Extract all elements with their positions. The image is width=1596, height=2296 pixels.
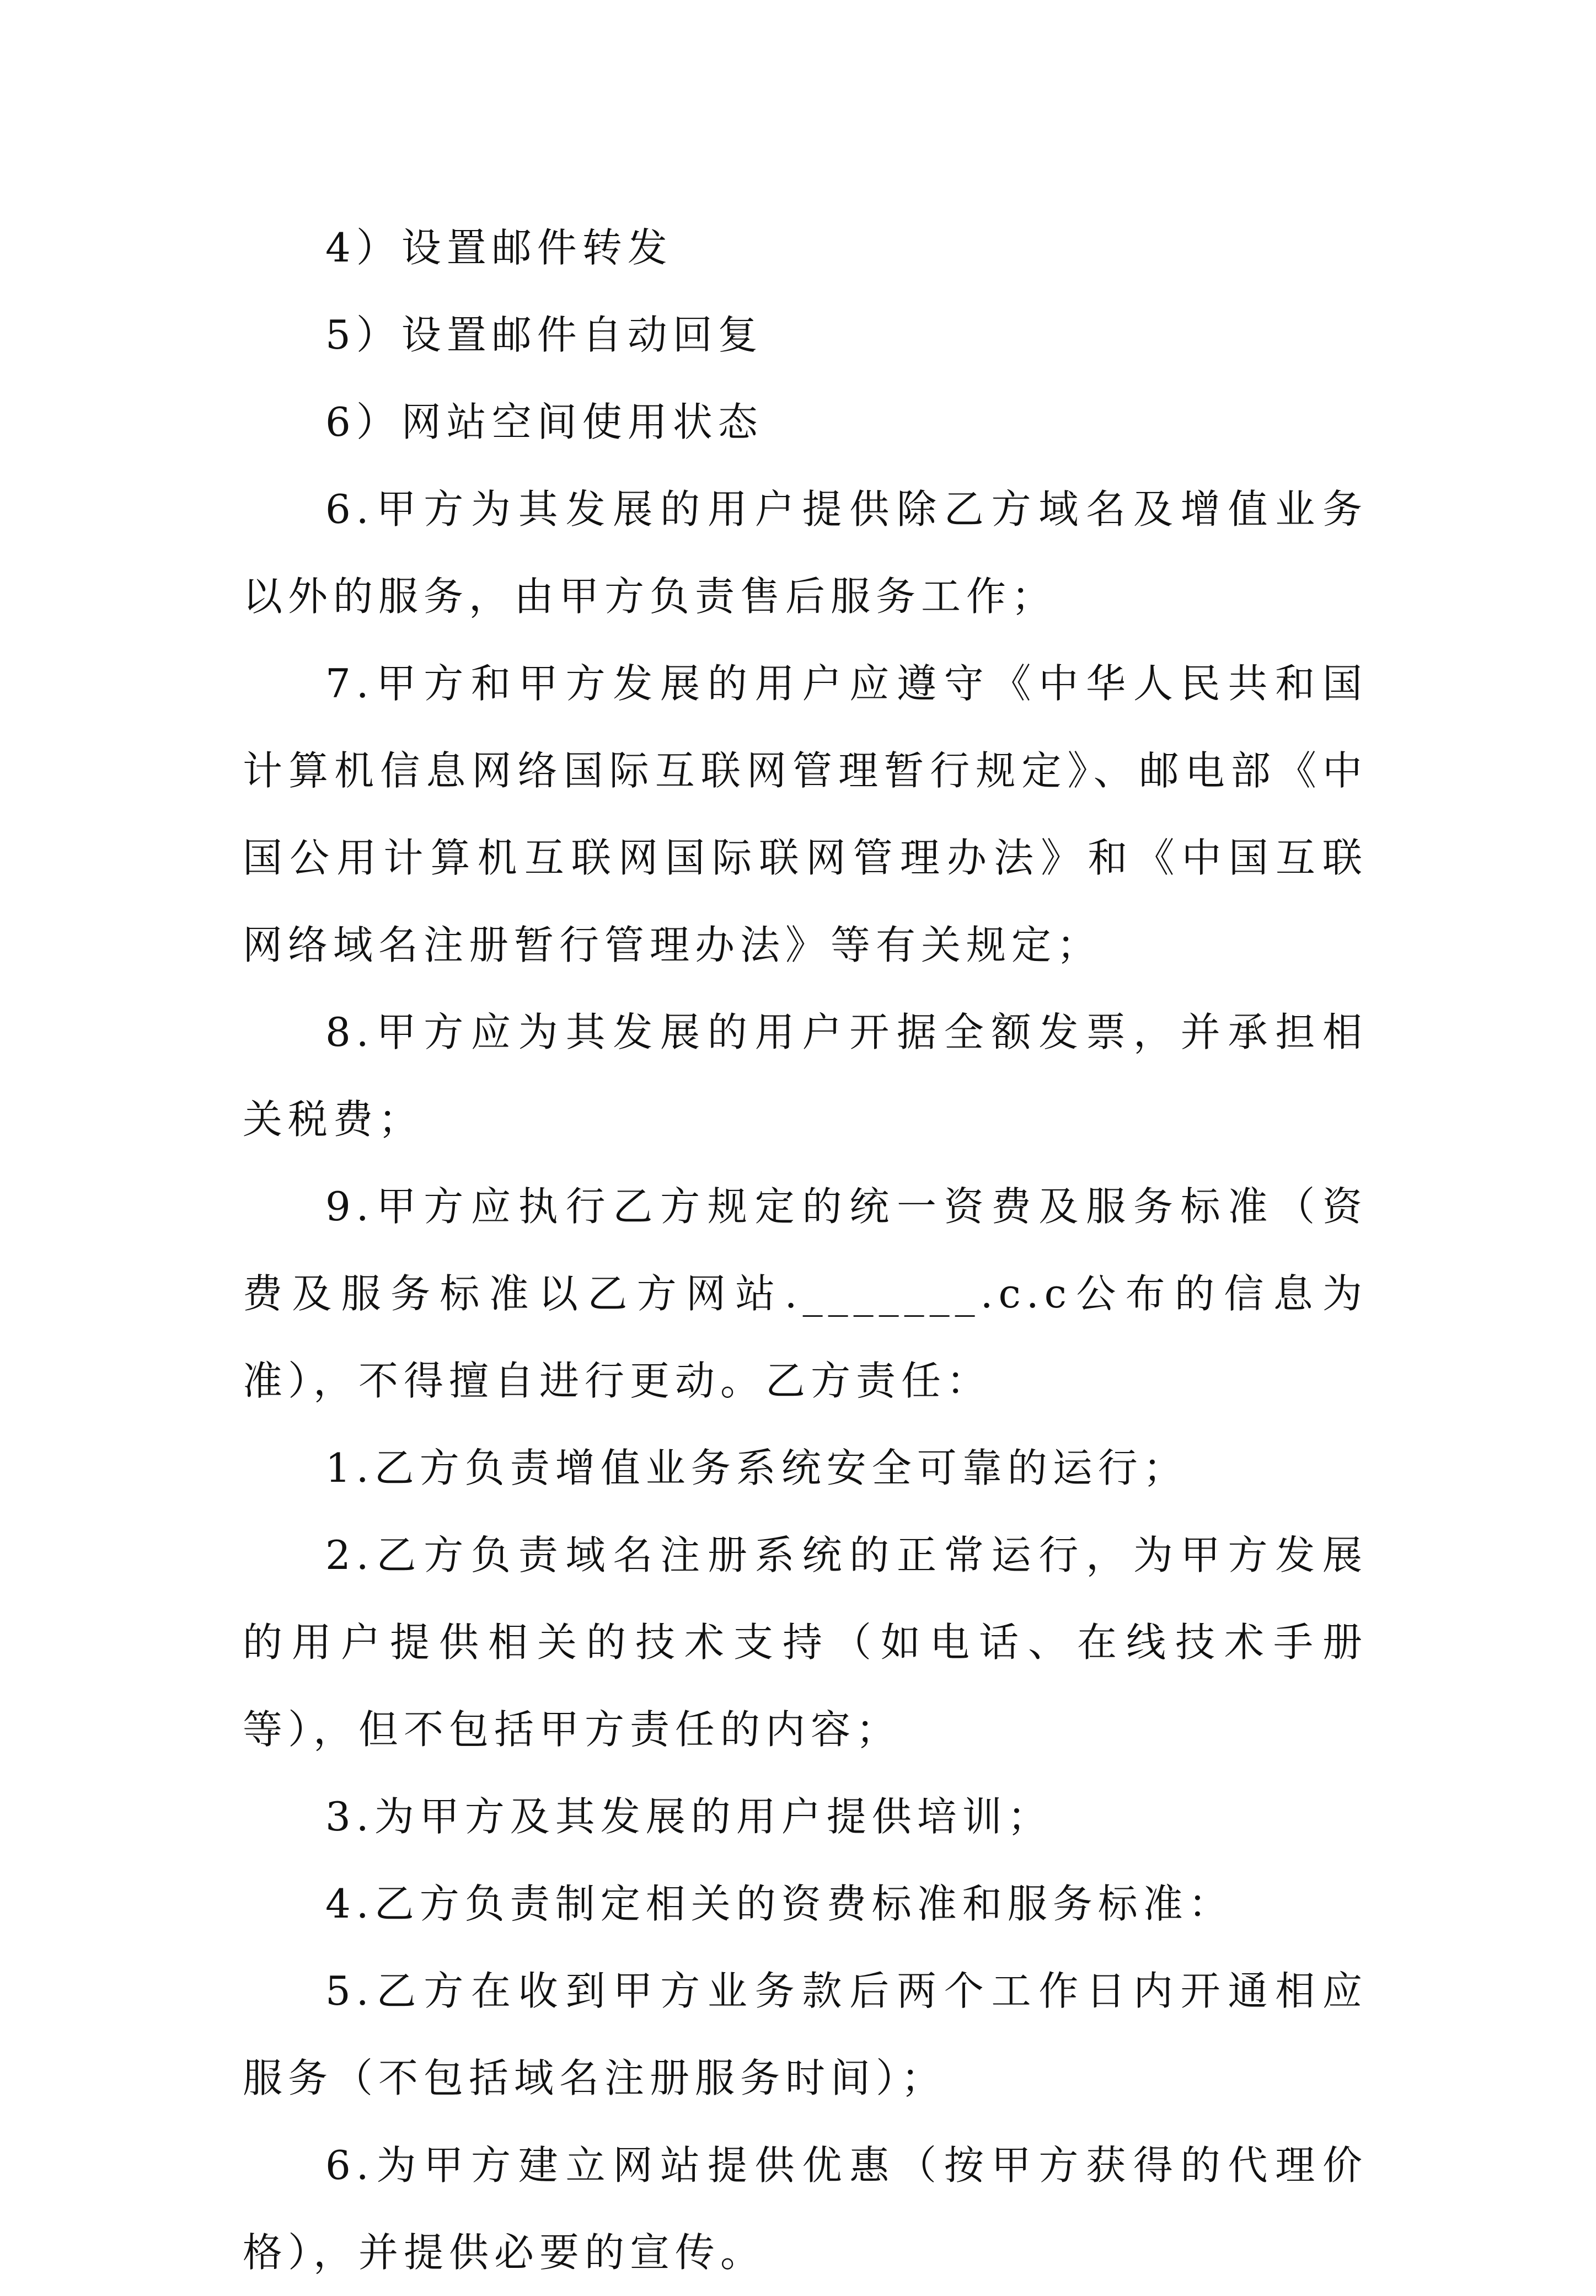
paragraph-party-b-6: 6.为甲方建立网站提供优惠（按甲方获得的代理价格），并提供必要的宣传。 <box>243 2142 1368 2276</box>
paragraph-space-status: 6）网站空间使用状态 <box>325 399 763 445</box>
paragraph-party-b-2: 2.乙方负责域名注册系统的正常运行，为甲方发展的用户提供相关的技术支持（如电话、在线技术手册等），但不包括甲方责任的内容； <box>243 1532 1368 1753</box>
paragraph-setting-autoreply: 5）设置邮件自动回复 <box>325 312 763 358</box>
paragraph-party-b-3: 3.为甲方及其发展的用户提供培训； <box>325 1793 1053 1840</box>
paragraph-party-b-1: 1.乙方负责增值业务系统安全可靠的运行； <box>325 1445 1188 1491</box>
paragraph-party-a-8: 8.甲方应为其发展的用户开据全额发票，并承担相关税费； <box>243 1009 1368 1142</box>
paragraph-setting-forward: 4）设置邮件转发 <box>325 225 673 271</box>
paragraph-party-b-4: 4.乙方负责制定相关的资费标准和服务标准： <box>325 1881 1234 1927</box>
paragraph-party-b-5: 5.乙方在收到甲方业务款后两个工作日内开通相应服务（不包括域名注册服务时间）； <box>243 1968 1368 2101</box>
document-body <box>243 204 1368 2296</box>
paragraph-party-a-9: 9.甲方应执行乙方规定的统一资费及服务标准（资费及服务标准以乙方网站._______.c.c公布的信息为准），不得擅自进行更动。乙方责任： <box>243 1183 1368 1404</box>
paragraph-party-a-6: 6.甲方为其发展的用户提供除乙方域名及增值业务以外的服务，由甲方负责售后服务工作； <box>243 486 1368 620</box>
paragraph-party-a-7: 7.甲方和甲方发展的用户应遵守《中华人民共和国计算机信息网络国际互联网管理暂行规定》、邮电部《中国公用计算机互联网国际联网管理办法》和《中国互联网络域名注册暂行管理办法》等有关规定； <box>243 660 1368 968</box>
